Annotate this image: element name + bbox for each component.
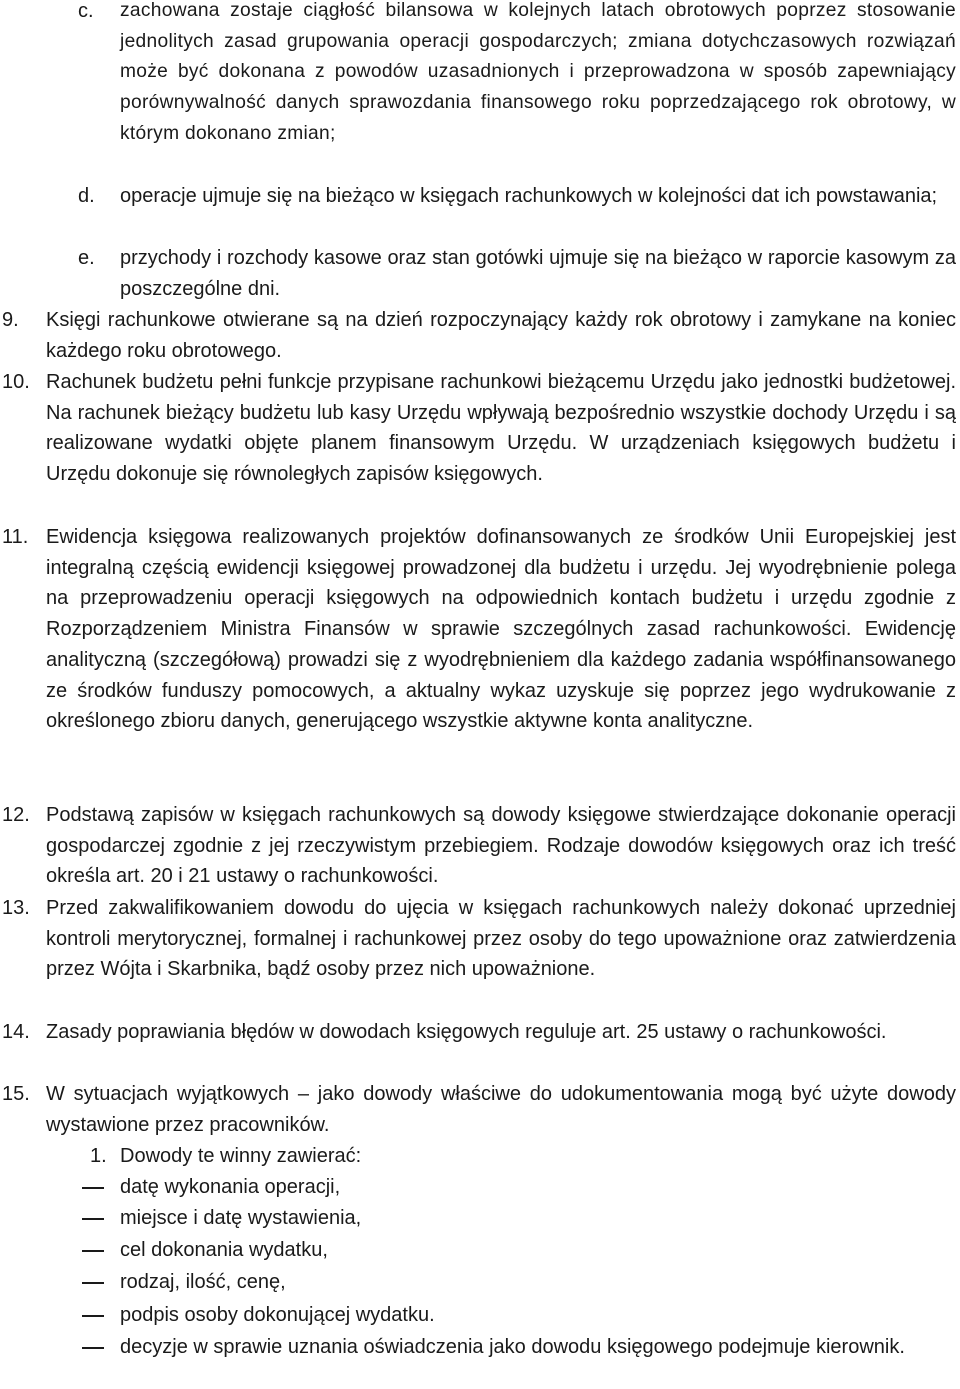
list-item-text: podpis osoby dokonującej wydatku.	[120, 1304, 435, 1326]
list-item-text: Podstawą zapisów w księgach rachunkowych są dowody księgowe stwierdzające dokonanie operacji gospodarczej zgodnie z jej rzeczywistym przebiegiem. Rodzaje dowodów księgowych oraz ich treść określa art. 20 i 21 ustawy o rachunkowości.	[46, 804, 956, 888]
dash-bullet-icon	[82, 1218, 104, 1220]
list-marker: 15.	[2, 1083, 30, 1105]
list-marker: 13.	[2, 897, 30, 919]
list-item-text: przychody i rozchody kasowe oraz stan gotówki ujmuje się na bieżąco w raporcie kasowym za poszczególne dni.	[120, 247, 956, 300]
dash-bullet-icon	[82, 1347, 104, 1349]
list-marker: c.	[78, 0, 94, 22]
list-marker: 9.	[2, 309, 19, 331]
dash-bullet-icon	[82, 1250, 104, 1252]
list-item-text: zachowana zostaje ciągłość bilansowa w kolejnych latach obrotowych poprzez stosowanie jednolitych zasad grupowania operacji gospodarczych; zmiana dotychczasowych rozwiązań może być dokonana z powodów uzasadnionych i przeprowadzona w sposób zapewniający porównywalność danych sprawozdania finansowego roku poprzedzającego rok obrotowy, w którym dokonano zmian;	[120, 0, 956, 144]
dash-bullet-icon	[82, 1187, 104, 1189]
list-marker: e.	[78, 247, 95, 269]
list-item-text: miejsce i datę wystawienia,	[120, 1207, 362, 1229]
list-item-text: rodzaj, ilość, cenę,	[120, 1271, 286, 1293]
list-marker: 11.	[2, 526, 29, 548]
list-marker: 14.	[2, 1021, 30, 1043]
list-item-text: Zasady poprawiania błędów w dowodach księgowych reguluje art. 25 ustawy o rachunkowości.	[46, 1021, 887, 1043]
list-item-text: W sytuacjach wyjątkowych – jako dowody właściwe do udokumentowania mogą być użyte dowody wystawione przez pracowników.	[46, 1083, 956, 1136]
dash-bullet-icon	[82, 1282, 104, 1284]
list-item-text: operacje ujmuje się na bieżąco w księgach rachunkowych w kolejności dat ich powstawania;	[120, 185, 938, 207]
dash-bullet-icon	[82, 1315, 104, 1317]
list-marker: 12.	[2, 804, 30, 826]
list-item-text: Dowody te winny zawierać:	[120, 1145, 362, 1167]
list-item-text: Księgi rachunkowe otwierane są na dzień rozpoczynający każdy rok obrotowy i zamykane na koniec każdego roku obrotowego.	[46, 309, 956, 362]
list-item-text: Rachunek budżetu pełni funkcje przypisane rachunkowi bieżącemu Urzędu jako jednostki budżetowej. Na rachunek bieżący budżetu lub kasy Urzędu wpływają bezpośrednio wszystkie dochody Urzędu i są realizowane wydatki objęte planem finansowym Urzędu. W urządzeniach księgowych budżetu i Urzędu dokonuje się równoległych zapisów księgowych.	[46, 371, 956, 486]
list-marker: 1.	[90, 1145, 107, 1167]
list-item-text: Przed zakwalifikowaniem dowodu do ujęcia w księgach rachunkowych należy dokonać uprzedniej kontroli merytorycznej, formalnej i rachunkowej przez osoby do tego upoważnione oraz zatwierdzenia przez Wójta i Skarbnika, bądź osoby przez nich upoważnione.	[46, 897, 956, 981]
list-item-text: datę wykonania operacji,	[120, 1176, 341, 1198]
list-marker: 10.	[2, 371, 30, 393]
list-item-text: cel dokonania wydatku,	[120, 1239, 328, 1261]
list-marker: d.	[78, 185, 95, 207]
list-item-text: Ewidencja księgowa realizowanych projektów dofinansowanych ze środków Unii Europejskiej jest integralną częścią ewidencji księgowej prowadzonej dla budżetu i urzędu. Jej wyodrębnienie polega na przeprowadzeniu operacji księgowych na odpowiednich kontach budżetu i urzędu zgodnie z Rozporządzeniem Ministra Finansów w sprawie szczególnych zasad rachunkowości. Ewidencję analityczną (szczegółową) prowadzi się z wyodrębnieniem dla każdego zadania współfinansowanego ze środków funduszy pomocowych, a aktualny wykaz uzyskuje się poprzez jego wydrukowanie z określonego zbioru danych, generującego wszystkie aktywne konta analityczne.	[46, 526, 956, 733]
list-item-text: decyzje w sprawie uznania oświadczenia jako dowodu księgowego podejmuje kierownik.	[120, 1336, 905, 1358]
